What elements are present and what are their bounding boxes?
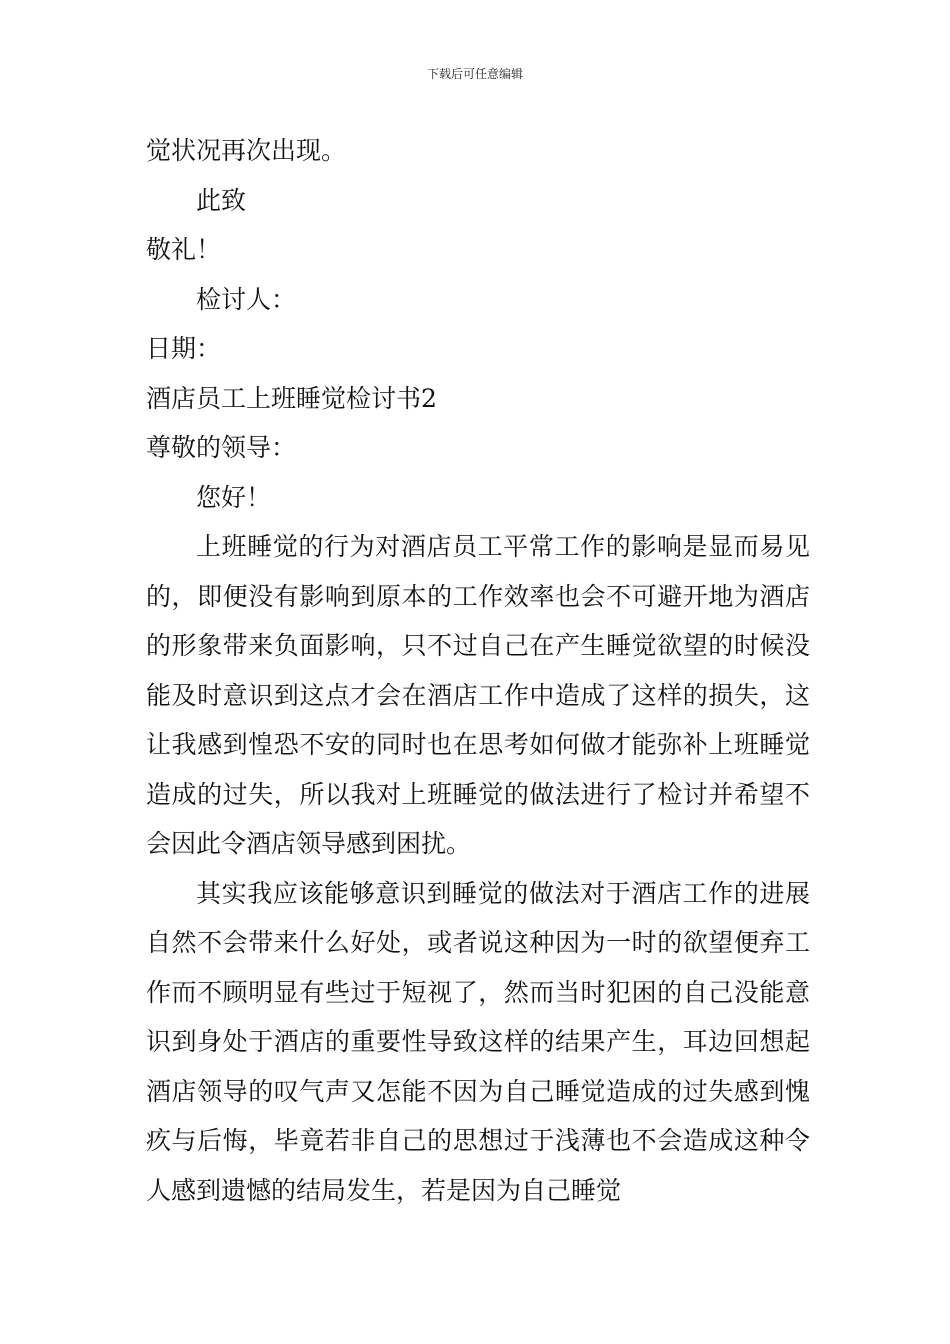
greeting-recipient: 尊敬的领导： [146,433,297,462]
closing-line: 觉状况再次出现。 [146,136,347,165]
salutation-cizhi: 此致 [196,185,247,215]
date-label: 日期： [146,334,222,363]
greeting-hello: 您好！ [196,482,272,512]
section-title: 酒店员工上班睡觉检讨书2 [146,383,437,413]
document-body [146,126,810,1215]
body-paragraph-1: 上班睡觉的行为对酒店员工平常工作的影响是显而易见的，即便没有影响到原本的工作效率也会不可避开地为酒店的形象带来负面影响，只不过自己在产生睡觉欲望的时候没能及时意识到这点才会在酒店工作中造成了这样的损失，这让我感到惶恐不安的同时也在思考如何做才能弥补上班睡觉造成的过失，所以我对上班睡觉的做法进行了检讨并希望不会因此令酒店领导感到困扰。 [146,532,810,858]
signature-label: 检讨人： [196,284,297,314]
body-paragraph-2: 其实我应该能够意识到睡觉的做法对于酒店工作的进展自然不会带来什么好处，或者说这种因为一时的欲望便弃工作而不顾明显有些过于短视了，然而当时犯困的自己没能意识到身处于酒店的重要性导致这样的结果产生，耳边回想起酒店领导的叹气声又怎能不因为自己睡觉造成的过失感到愧疚与后悔，毕竟若非自己的思想过于浅薄也不会造成这种令人感到遗憾的结局发生，若是因为自己睡觉 [146,878,810,1205]
salutation-jingli: 敬礼！ [146,235,222,264]
page-header: 下载后可任意编辑 [426,67,523,81]
